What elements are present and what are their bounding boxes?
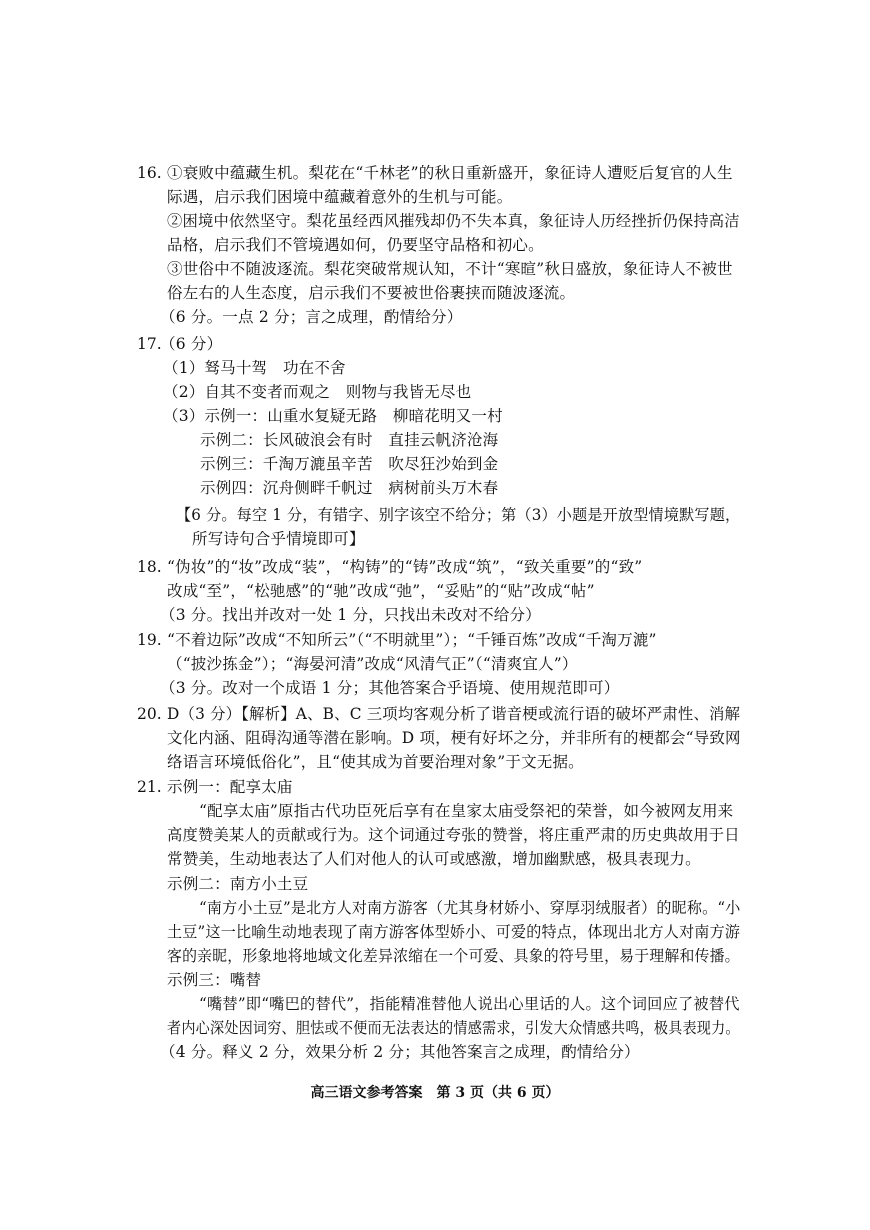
question-number-19: 19. xyxy=(137,631,162,649)
q17-example: 示例四：沉舟侧畔千帆过 病树前头万木春 xyxy=(200,479,499,497)
q18-scoring: （3 分。找出并改对一处 1 分，只找出未改对不给分） xyxy=(160,606,541,624)
q21-line: 常赞美，生动地表达了人们对他人的认可或感激，增加幽默感，极具表现力。 xyxy=(167,850,701,868)
q16-line: 俗左右的人生态度，启示我们不要被世俗裹挟而随波逐流。 xyxy=(167,284,576,302)
q21-line: “配享太庙”原指古代功臣死后享有在皇家太庙受祭祀的荣誉，如今被网友用来 xyxy=(199,802,734,820)
question-number-16: 16. xyxy=(137,164,162,182)
q17-score: （6 分） xyxy=(160,335,223,353)
q20-line: 络语言环境低俗化”，且“使其成为首要治理对象”于文无据。 xyxy=(167,753,584,771)
q21-line: 高度赞美某人的贡献或行为。这个词通过夸张的赞誉，将庄重严肃的历史典故用于日 xyxy=(167,826,740,844)
question-number-17: 17. xyxy=(137,335,162,353)
q17-answer-1: （1）驽马十驾 功在不舍 xyxy=(163,359,346,377)
q16-line: 际遇，启示我们困境中蕴藏着意外的生机与可能。 xyxy=(167,188,513,206)
page-footer: 高三语文参考答案 第 3 页（共 6 页） xyxy=(310,1085,560,1101)
q17-example: 示例三：千淘万漉虽辛苦 吹尽狂沙始到金 xyxy=(200,455,499,473)
q21-line: 客的亲昵，形象地将地域文化差异浓缩在一个可爱、具象的符号里，易于理解和传播。 xyxy=(167,947,740,965)
q19-scoring: （3 分。改对一个成语 1 分；其他答案合乎语境、使用规范即可） xyxy=(160,679,620,697)
q21-example-title: 示例三：嘴替 xyxy=(167,971,262,989)
q16-line: 品格，启示我们不管境遇如何，仍要坚守品格和初心。 xyxy=(167,236,544,254)
q21-line: 土豆”这一比喻生动地表现了南方游客体型娇小、可爱的特点，体现出北方人对南方游 xyxy=(167,923,741,941)
q16-line: ①衰败中蕴藏生机。梨花在“千林老”的秋日重新盛开，象征诗人遭贬后复官的人生 xyxy=(167,164,733,182)
q19-line: （“披沙拣金”）；“海晏河清”改成“风清气正”（“清爽宜人”） xyxy=(167,655,578,673)
question-number-21: 21. xyxy=(137,778,162,796)
question-number-20: 20. xyxy=(137,705,162,723)
q18-line: “伪妆”的“妆”改成“装”，“构铸”的“铸”改成“筑”，“致关重要”的“致” xyxy=(167,558,643,576)
q21-line: “南方小土豆”是北方人对南方游客（尤其身材娇小、穿厚羽绒服者）的昵称。“小 xyxy=(199,899,741,917)
question-number-18: 18. xyxy=(137,558,162,576)
q20-line: D（3 分）【解析】A、B、C 三项均客观分析了谐音梗或流行语的破坏严肃性、消解 xyxy=(167,705,741,723)
q16-line: ②困境中依然坚守。梨花虽经西风摧残却仍不失本真，象征诗人历经挫折仍保持高洁 xyxy=(167,212,740,230)
q17-scoring: 【6 分。每空 1 分，有错字、别字该空不给分；第（3）小题是开放型情境默写题， xyxy=(176,506,741,524)
q16-scoring: （6 分。一点 2 分；言之成理，酌情给分） xyxy=(160,308,463,326)
q19-line: “不着边际”改成“不知所云”（“不明就里”）；“千锤百炼”改成“千淘万漉” xyxy=(167,631,657,649)
q21-example-title: 示例一：配享太庙 xyxy=(167,778,293,796)
q21-line: 者内心深处因词穷、胆怯或不便而无法表达的情感需求，引发大众情感共鸣，极具表现力。 xyxy=(167,1019,740,1037)
q17-scoring: 所写诗句合乎情境即可】 xyxy=(192,530,365,548)
q20-line: 文化内涵、阻碍沟通等潜在影响。D 项，梗有好坏之分，并非所有的梗都会“导致网 xyxy=(167,729,741,747)
q17-answer-2: （2）自其不变者而观之 则物与我皆无尽也 xyxy=(163,383,472,401)
q21-example-title: 示例二：南方小土豆 xyxy=(167,875,309,893)
q17-answer-3: （3）示例一：山重水复疑无路 柳暗花明又一村 xyxy=(163,407,503,425)
q21-scoring: （4 分。释义 2 分，效果分析 2 分；其他答案言之成理，酌情给分） xyxy=(160,1043,640,1061)
q16-line: ③世俗中不随波逐流。梨花突破常规认知，不计“寒暄”秋日盛放，象征诗人不被世 xyxy=(167,260,733,278)
q18-line: 改成“至”，“松驰感”的“驰”改成“弛”，“妥贴”的“贴”改成“帖” xyxy=(167,582,595,600)
q17-example: 示例二：长风破浪会有时 直挂云帆济沧海 xyxy=(200,431,499,449)
q21-line: “嘴替”即“嘴巴的替代”，指能精准替他人说出心里话的人。这个词回应了被替代 xyxy=(199,995,740,1013)
